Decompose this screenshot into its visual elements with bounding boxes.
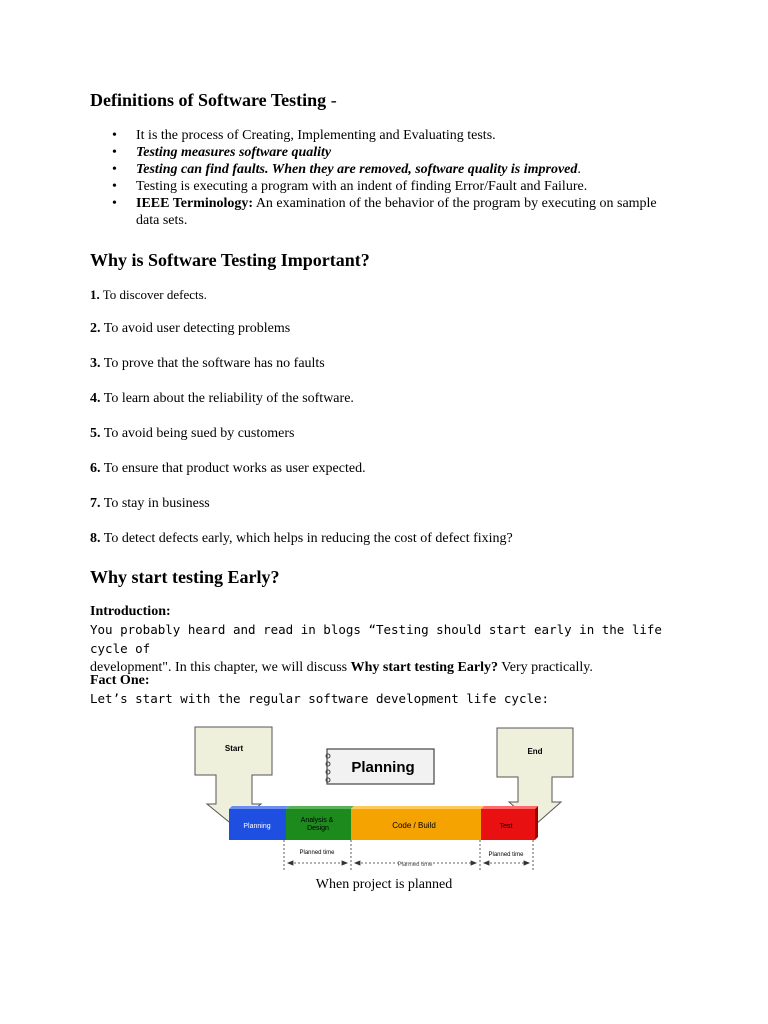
bullet-text: Testing is executing a program with an indent of finding Error/Fault and Failure. — [136, 179, 588, 194]
definitions-title-suffix: - — [326, 90, 337, 110]
bullet-text: It is the process of Creating, Implementing and Evaluating tests. — [136, 128, 496, 143]
phase-label: Code / Build — [392, 821, 436, 830]
reason-item — [90, 391, 354, 407]
bullet-tail: . — [577, 162, 581, 177]
reason-number: 1. — [90, 287, 100, 302]
introduction-label: Introduction: — [90, 604, 171, 619]
importance-heading: Why is Software Testing Important? — [90, 250, 370, 270]
reason-item — [90, 321, 290, 337]
start-label: Start — [224, 744, 244, 753]
bullet-text: An examination of the behavior of the program by executing on sample data sets. — [136, 196, 657, 228]
reason-text: To ensure that product works as user expected. — [100, 461, 366, 476]
introduction-paragraph — [90, 603, 690, 677]
introduction-emphasis: Why start testing Early? — [350, 660, 498, 675]
reason-item — [90, 426, 294, 442]
reason-text: To detect defects early, which helps in reducing the cost of defect fixing? — [100, 531, 513, 546]
phase-label: Planning — [243, 823, 271, 830]
definitions-title: Definitions of Software Testing — [90, 90, 327, 110]
list-item — [90, 127, 670, 144]
reason-item — [90, 531, 513, 547]
planned-time-label: Planned time — [299, 850, 335, 856]
reason-text: To prove that the software has no faults — [100, 356, 325, 371]
phase-label: Test — [499, 823, 513, 830]
reason-number: 8. — [90, 531, 101, 546]
reason-text: To avoid user detecting problems — [100, 321, 291, 336]
fact-one-label: Fact One: — [90, 673, 150, 688]
list-item — [90, 178, 670, 195]
reason-text: To learn about the reliability of the software. — [100, 391, 354, 406]
reason-number: 2. — [90, 321, 101, 336]
fact-one-text: Let’s start with the regular software development life cycle: — [90, 691, 550, 706]
phase-bar — [229, 806, 538, 840]
phase-label-line: Analysis & — [300, 817, 334, 824]
reason-number: 3. — [90, 356, 101, 371]
definitions-list — [90, 127, 670, 229]
reason-number: 6. — [90, 461, 101, 476]
diagram-caption: When project is planned — [315, 877, 453, 892]
phase-label-line: Design — [307, 825, 329, 832]
reason-text: To discover defects. — [99, 287, 207, 302]
list-item — [90, 144, 670, 161]
bullet-text: Testing measures software quality — [136, 145, 332, 160]
introduction-text-3: Very practically. — [498, 660, 593, 675]
reason-item — [90, 496, 210, 512]
planned-time-label: Planned time — [397, 862, 433, 868]
reason-number: 4. — [90, 391, 101, 406]
early-testing-heading: Why start testing Early? — [90, 567, 280, 587]
sdlc-diagram — [0, 722, 768, 872]
list-item — [90, 161, 670, 178]
bullet-lead: IEEE Terminology: — [136, 196, 254, 211]
end-label: End — [527, 747, 543, 756]
bullet-text: Testing can find faults. When they are removed, software quality is improved — [136, 162, 578, 177]
reason-number: 5. — [90, 426, 101, 441]
introduction-text-2: development". In this chapter, we will discuss — [90, 660, 351, 675]
reason-number: 7. — [90, 496, 101, 511]
reason-text: To avoid being sued by customers — [100, 426, 295, 441]
reason-item — [90, 461, 366, 477]
definitions-heading — [90, 90, 337, 111]
fact-one-paragraph — [90, 672, 690, 709]
reason-item — [90, 287, 207, 303]
reason-item — [90, 356, 325, 372]
reason-text: To stay in business — [100, 496, 210, 511]
introduction-text: You probably heard and read in blogs “Testing should start early in the life cycle of — [90, 622, 662, 656]
planned-time-label: Planned time — [488, 852, 524, 858]
planning-card-label: Planning — [351, 759, 415, 776]
planning-notepad-icon — [326, 749, 434, 784]
list-item — [90, 195, 670, 229]
